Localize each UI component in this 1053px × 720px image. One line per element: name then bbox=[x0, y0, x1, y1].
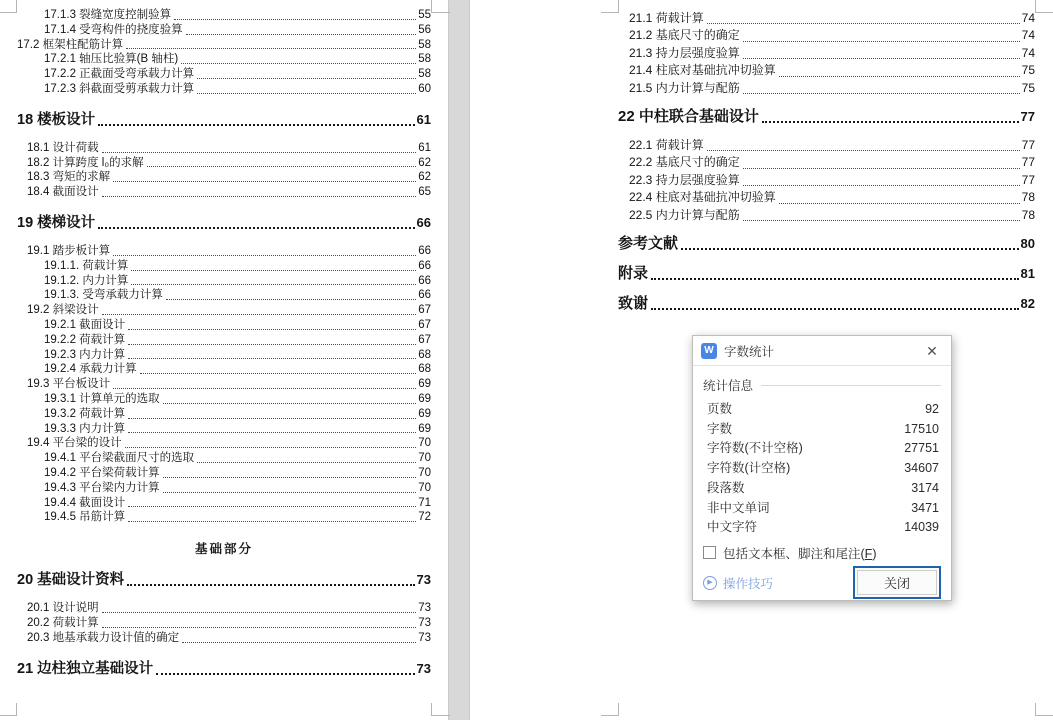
toc-entry-row[interactable] bbox=[17, 601, 431, 616]
toc-entry-row[interactable] bbox=[17, 141, 431, 156]
toc-page-number: 74 bbox=[1021, 10, 1035, 25]
dot-leader bbox=[102, 196, 417, 197]
toc-entry-row[interactable] bbox=[17, 466, 431, 481]
toc-page-number: 78 bbox=[1021, 190, 1035, 205]
toc-page-number: 77 bbox=[1021, 155, 1035, 170]
toc-entry-row[interactable] bbox=[17, 244, 431, 259]
dot-leader bbox=[102, 152, 417, 153]
toc-page-number: 71 bbox=[418, 496, 431, 509]
dot-leader bbox=[102, 627, 417, 628]
toc-entry-title: 21.5 内力计算与配筋 bbox=[629, 80, 740, 95]
crop-mark-right-page-top-right bbox=[1035, 0, 1053, 13]
checkbox-label: 包括文本框、脚注和尾注(F) bbox=[723, 546, 877, 561]
include-textboxes-checkbox-row[interactable] bbox=[703, 544, 941, 562]
toc-entry-row[interactable] bbox=[618, 207, 1035, 224]
dot-leader bbox=[651, 308, 1019, 310]
toc-page-number: 73 bbox=[418, 616, 431, 629]
dot-leader bbox=[197, 78, 416, 79]
toc-entry-title: 18.4 截面设计 bbox=[27, 186, 99, 199]
toc-page-number: 81 bbox=[1020, 265, 1035, 281]
dot-leader bbox=[197, 462, 416, 463]
dot-leader bbox=[779, 76, 1020, 77]
toc-entry-title: 19.2 斜梁设计 bbox=[27, 304, 99, 317]
toc-page-number: 70 bbox=[418, 466, 431, 479]
toc-page-number: 66 bbox=[418, 244, 431, 257]
toc-chapter-row[interactable] bbox=[618, 294, 1035, 314]
dot-leader bbox=[743, 168, 1020, 169]
toc-entry-title: 17.2.1 轴压比验算(B 轴柱) bbox=[44, 53, 179, 66]
toc-entry-title: 21 边柱独立基础设计 bbox=[17, 660, 154, 677]
toc-entry-title: 21.2 基底尺寸的确定 bbox=[629, 28, 740, 43]
toc-entry-title: 19.1.3. 受弯承载力计算 bbox=[44, 289, 163, 302]
toc-entry-row[interactable] bbox=[618, 62, 1035, 79]
dot-leader bbox=[128, 521, 416, 522]
stat-row-chars-no-spaces: 字符数(不计空格) 27751 bbox=[707, 441, 939, 456]
dot-leader bbox=[186, 34, 417, 35]
toc-page-number: 68 bbox=[418, 363, 431, 376]
toc-entry-title: 附录 bbox=[618, 264, 649, 282]
wps-writer-icon: W bbox=[701, 343, 717, 359]
play-circle-icon: ▶ bbox=[703, 576, 717, 590]
toc-entry-title: 19.1.2. 内力计算 bbox=[44, 274, 129, 287]
toc-entry-row[interactable] bbox=[17, 303, 431, 318]
toc-entry-title: 18.1 设计荷载 bbox=[27, 141, 99, 154]
toc-entry-title: 22.3 持力层强度验算 bbox=[629, 172, 740, 187]
toc-page-number: 66 bbox=[418, 274, 431, 287]
toc-entry-row[interactable] bbox=[17, 407, 431, 422]
dot-leader bbox=[743, 93, 1020, 94]
toc-entry-row[interactable] bbox=[618, 189, 1035, 206]
toc-page-number: 73 bbox=[418, 602, 431, 615]
toc-entry-row[interactable] bbox=[17, 67, 431, 82]
dot-leader bbox=[779, 203, 1020, 204]
toc-entry-row[interactable] bbox=[618, 10, 1035, 27]
dot-leader bbox=[128, 418, 416, 419]
dot-leader bbox=[707, 23, 1020, 24]
toc-entry-title: 19.4 平台梁的设计 bbox=[27, 437, 122, 450]
stat-row-words: 字数 17510 bbox=[707, 421, 939, 436]
dot-leader bbox=[126, 48, 416, 49]
toc-page-number: 69 bbox=[418, 407, 431, 420]
crop-mark-left-page-bottom-right bbox=[431, 703, 450, 716]
toc-entry-title: 19.3 平台板设计 bbox=[27, 378, 111, 391]
page-gutter bbox=[448, 0, 470, 720]
toc-entry-row[interactable] bbox=[17, 23, 431, 38]
toc-entry-title: 19.1 踏步板计算 bbox=[27, 244, 111, 257]
toc-entry-row[interactable] bbox=[618, 80, 1035, 97]
toc-entry-row[interactable] bbox=[17, 259, 431, 274]
toc-chapter-row[interactable] bbox=[17, 110, 431, 130]
toc-entry-title: 22.2 基底尺寸的确定 bbox=[629, 155, 740, 170]
crop-mark-left-page-bottom-left bbox=[0, 703, 17, 716]
toc-entry-title: 19.4.5 吊筋计算 bbox=[44, 511, 126, 524]
toc-entry-title: 17.2.2 正截面受弯承载力计算 bbox=[44, 68, 195, 81]
toc-entry-row[interactable] bbox=[17, 362, 431, 377]
dot-leader bbox=[181, 63, 416, 64]
toc-entry-title: 致谢 bbox=[618, 294, 649, 312]
toc-page-number: 58 bbox=[418, 68, 431, 81]
toc-page-number: 61 bbox=[418, 141, 431, 154]
toc-entry-title: 18 楼板设计 bbox=[17, 111, 96, 128]
toc-entry-row[interactable] bbox=[17, 274, 431, 289]
toc-page-number: 60 bbox=[418, 82, 431, 95]
crop-mark-right-page-top-left bbox=[601, 0, 619, 13]
dot-leader bbox=[131, 270, 416, 271]
dialog-title: 字数统计 bbox=[724, 344, 775, 359]
toc-entry-row[interactable] bbox=[17, 422, 431, 437]
statistics-group-label: 统计信息 bbox=[703, 379, 754, 393]
toc-entry-title: 19.4.2 平台梁荷载计算 bbox=[44, 466, 160, 479]
toc-entry-row[interactable] bbox=[17, 170, 431, 185]
stat-row-pages: 页数 92 bbox=[707, 402, 939, 416]
toc-entry-title: 22.5 内力计算与配筋 bbox=[629, 207, 740, 222]
toc-entry-row[interactable] bbox=[17, 616, 431, 631]
dot-leader bbox=[131, 284, 416, 285]
toc-page-number: 62 bbox=[418, 156, 431, 169]
dot-leader bbox=[743, 58, 1020, 59]
toc-entry-row[interactable] bbox=[17, 333, 431, 348]
toc-entry-row[interactable] bbox=[17, 510, 431, 525]
toc-chapter-row[interactable] bbox=[17, 213, 431, 233]
dot-leader bbox=[128, 506, 416, 507]
close-button[interactable] bbox=[853, 566, 941, 599]
toc-entry-title: 22 中柱联合基础设计 bbox=[618, 107, 759, 125]
toc-page-number: 69 bbox=[418, 422, 431, 435]
toc-entry-row[interactable] bbox=[17, 38, 431, 53]
page-right-toc bbox=[618, 10, 1035, 324]
toc-entry-row[interactable] bbox=[618, 154, 1035, 171]
toc-entry-title: 20.3 地基承载力设计值的确定 bbox=[27, 631, 180, 644]
dialog-titlebar[interactable] bbox=[693, 336, 951, 366]
dot-leader bbox=[102, 612, 417, 613]
toc-chapter-row[interactable] bbox=[618, 264, 1035, 284]
stat-row-non-chinese-words: 非中文单词 3471 bbox=[707, 500, 939, 515]
toc-entry-title: 17.2.3 斜截面受剪承载力计算 bbox=[44, 82, 195, 95]
toc-entry-row[interactable] bbox=[17, 496, 431, 511]
toc-page-number: 77 bbox=[1021, 137, 1035, 152]
toc-entry-title: 17.1.3 裂缝宽度控制验算 bbox=[44, 9, 172, 21]
dot-leader bbox=[182, 642, 416, 643]
dot-leader bbox=[156, 673, 414, 675]
toc-entry-title: 20.2 荷载计算 bbox=[27, 616, 99, 629]
toc-chapter-row[interactable] bbox=[17, 570, 431, 590]
toc-entry-title: 19.2.4 承载力计算 bbox=[44, 363, 137, 376]
toc-page-number: 58 bbox=[418, 38, 431, 51]
dot-leader bbox=[128, 358, 416, 359]
toc-entry-title: 21.1 荷载计算 bbox=[629, 10, 704, 25]
toc-page-number: 74 bbox=[1021, 45, 1035, 60]
dot-leader bbox=[166, 299, 416, 300]
crop-mark-right-page-bottom-right bbox=[1035, 703, 1053, 716]
toc-page-number: 73 bbox=[416, 572, 431, 588]
toc-page-number: 70 bbox=[418, 481, 431, 494]
toc-entry-row[interactable] bbox=[17, 185, 431, 200]
dot-leader bbox=[651, 278, 1019, 280]
toc-entry-title: 22.4 柱底对基础抗冲切验算 bbox=[629, 190, 776, 205]
toc-entry-row[interactable] bbox=[17, 348, 431, 363]
toc-page-number: 56 bbox=[418, 23, 431, 36]
toc-entry-row[interactable] bbox=[17, 82, 431, 97]
toc-page-number: 73 bbox=[418, 631, 431, 644]
toc-entry-title: 19.1.1. 荷载计算 bbox=[44, 259, 129, 272]
toc-page-number: 66 bbox=[418, 259, 431, 272]
group-divider bbox=[761, 385, 941, 386]
toc-entry-title: 19.3.3 内力计算 bbox=[44, 422, 126, 435]
close-button-label: 关闭 bbox=[857, 570, 937, 595]
toc-entry-title: 19.3.2 荷载计算 bbox=[44, 407, 126, 420]
dot-leader bbox=[113, 255, 416, 256]
dot-leader bbox=[163, 492, 417, 493]
dot-leader bbox=[128, 344, 416, 345]
toc-page-number: 74 bbox=[1021, 28, 1035, 43]
statistics-list bbox=[703, 400, 941, 538]
crop-mark-left-page-top-left bbox=[0, 0, 17, 13]
dot-leader bbox=[743, 41, 1020, 42]
toc-page-number: 69 bbox=[418, 392, 431, 405]
toc-entry-row[interactable] bbox=[17, 52, 431, 67]
dot-leader bbox=[113, 388, 416, 389]
toc-page-number: 61 bbox=[416, 111, 431, 127]
toc-entry-title: 19.4.1 平台梁截面尺寸的选取 bbox=[44, 452, 195, 465]
toc-page-number: 75 bbox=[1021, 80, 1035, 95]
toc-page-number: 70 bbox=[418, 437, 431, 450]
toc-page-number: 78 bbox=[1021, 207, 1035, 222]
toc-entry-row[interactable] bbox=[17, 436, 431, 451]
dot-leader bbox=[762, 121, 1019, 123]
toc-entry-title: 参考文献 bbox=[618, 234, 679, 252]
toc-page-number: 77 bbox=[1020, 108, 1035, 124]
close-icon[interactable]: ✕ bbox=[926, 342, 938, 359]
toc-page-number: 67 bbox=[418, 318, 431, 331]
dot-leader bbox=[147, 166, 417, 167]
toc-entry-title: 19.2.2 荷载计算 bbox=[44, 333, 126, 346]
dot-leader bbox=[127, 584, 414, 586]
dot-leader bbox=[681, 248, 1019, 250]
toc-chapter-row[interactable] bbox=[17, 659, 431, 679]
toc-entry-row[interactable] bbox=[618, 172, 1035, 189]
tips-link[interactable] bbox=[703, 574, 773, 592]
toc-page-number: 66 bbox=[416, 214, 431, 230]
toc-entry-row[interactable] bbox=[17, 451, 431, 466]
toc-entry-title: 18.3 弯矩的求解 bbox=[27, 171, 111, 184]
toc-entry-title: 17.1.4 受弯构件的挠度验算 bbox=[44, 23, 183, 36]
toc-page-number: 55 bbox=[418, 9, 431, 21]
toc-entry-title: 19.4.3 平台梁内力计算 bbox=[44, 481, 160, 494]
tips-link-label: 操作技巧 bbox=[723, 576, 774, 591]
toc-entry-title: 21.4 柱底对基础抗冲切验算 bbox=[629, 63, 776, 78]
dot-leader bbox=[197, 93, 416, 94]
toc-page-number: 70 bbox=[418, 452, 431, 465]
toc-page-number: 72 bbox=[418, 511, 431, 524]
dot-leader bbox=[707, 150, 1020, 151]
toc-page-number: 69 bbox=[418, 378, 431, 391]
dot-leader bbox=[98, 227, 414, 229]
dot-leader bbox=[163, 477, 417, 478]
toc-entry-row[interactable] bbox=[17, 481, 431, 496]
toc-page-number: 82 bbox=[1020, 295, 1035, 311]
toc-page-number: 68 bbox=[418, 348, 431, 361]
toc-entry-title: 19 楼梯设计 bbox=[17, 214, 96, 231]
toc-entry-row[interactable] bbox=[17, 8, 431, 23]
toc-entry-row[interactable] bbox=[17, 392, 431, 407]
stat-row-paragraphs: 段落数 3174 bbox=[707, 480, 939, 495]
dot-leader bbox=[102, 314, 417, 315]
page-left-toc bbox=[17, 8, 431, 690]
toc-page-number: 67 bbox=[418, 333, 431, 346]
toc-page-number: 67 bbox=[418, 304, 431, 317]
crop-mark-left-page-top-right bbox=[431, 0, 450, 13]
toc-entry-title: 19.3.1 计算单元的选取 bbox=[44, 392, 160, 405]
dot-leader bbox=[98, 124, 414, 126]
checkbox-unchecked[interactable] bbox=[703, 546, 716, 559]
toc-entry-title: 19.4.4 截面设计 bbox=[44, 496, 126, 509]
stat-row-chars-with-spaces: 字符数(计空格) 34607 bbox=[707, 461, 939, 476]
toc-page-number: 65 bbox=[418, 186, 431, 199]
toc-entry-title: 18.2 计算跨度 l₀的求解 bbox=[27, 156, 144, 169]
toc-entry-title: 20.1 设计说明 bbox=[27, 602, 99, 615]
toc-entry-row[interactable] bbox=[17, 631, 431, 646]
dot-leader bbox=[128, 432, 416, 433]
toc-page-number: 58 bbox=[418, 53, 431, 66]
toc-entry-title: 21.3 持力层强度验算 bbox=[629, 45, 740, 60]
toc-page-number: 80 bbox=[1020, 235, 1035, 251]
toc-entry-title: 19.2.3 内力计算 bbox=[44, 348, 126, 361]
toc-entry-title: 19.2.1 截面设计 bbox=[44, 318, 126, 331]
word-count-dialog bbox=[692, 335, 952, 601]
toc-entry-title: 22.1 荷载计算 bbox=[629, 137, 704, 152]
toc-entry-row[interactable] bbox=[618, 27, 1035, 44]
toc-entry-title: 17.2 框架柱配筋计算 bbox=[17, 38, 124, 51]
toc-entry-row[interactable] bbox=[17, 156, 431, 171]
toc-page-number: 73 bbox=[416, 660, 431, 676]
toc-page-number: 77 bbox=[1021, 172, 1035, 187]
crop-mark-right-page-bottom-left bbox=[601, 703, 619, 716]
section-divider-label: 基础部分 bbox=[194, 542, 253, 557]
dot-leader bbox=[128, 329, 416, 330]
dot-leader bbox=[113, 181, 416, 182]
toc-page-number: 75 bbox=[1021, 63, 1035, 78]
dot-leader bbox=[743, 220, 1020, 221]
toc-entry-row[interactable] bbox=[17, 377, 431, 392]
dot-leader bbox=[163, 403, 417, 404]
toc-chapter-row[interactable] bbox=[618, 107, 1035, 127]
toc-page-number: 66 bbox=[418, 289, 431, 302]
toc-entry-row[interactable] bbox=[17, 318, 431, 333]
toc-entry-row[interactable] bbox=[17, 288, 431, 303]
toc-entry-row[interactable] bbox=[618, 137, 1035, 154]
toc-page-number: 62 bbox=[418, 171, 431, 184]
stat-row-chinese-chars: 中文字符 14039 bbox=[707, 520, 939, 535]
dot-leader bbox=[174, 19, 416, 20]
dot-leader bbox=[125, 447, 417, 448]
dot-leader bbox=[743, 185, 1020, 186]
dot-leader bbox=[140, 373, 417, 374]
toc-entry-row[interactable] bbox=[618, 45, 1035, 62]
toc-chapter-row[interactable] bbox=[618, 234, 1035, 254]
toc-entry-title: 20 基础设计资料 bbox=[17, 572, 125, 589]
